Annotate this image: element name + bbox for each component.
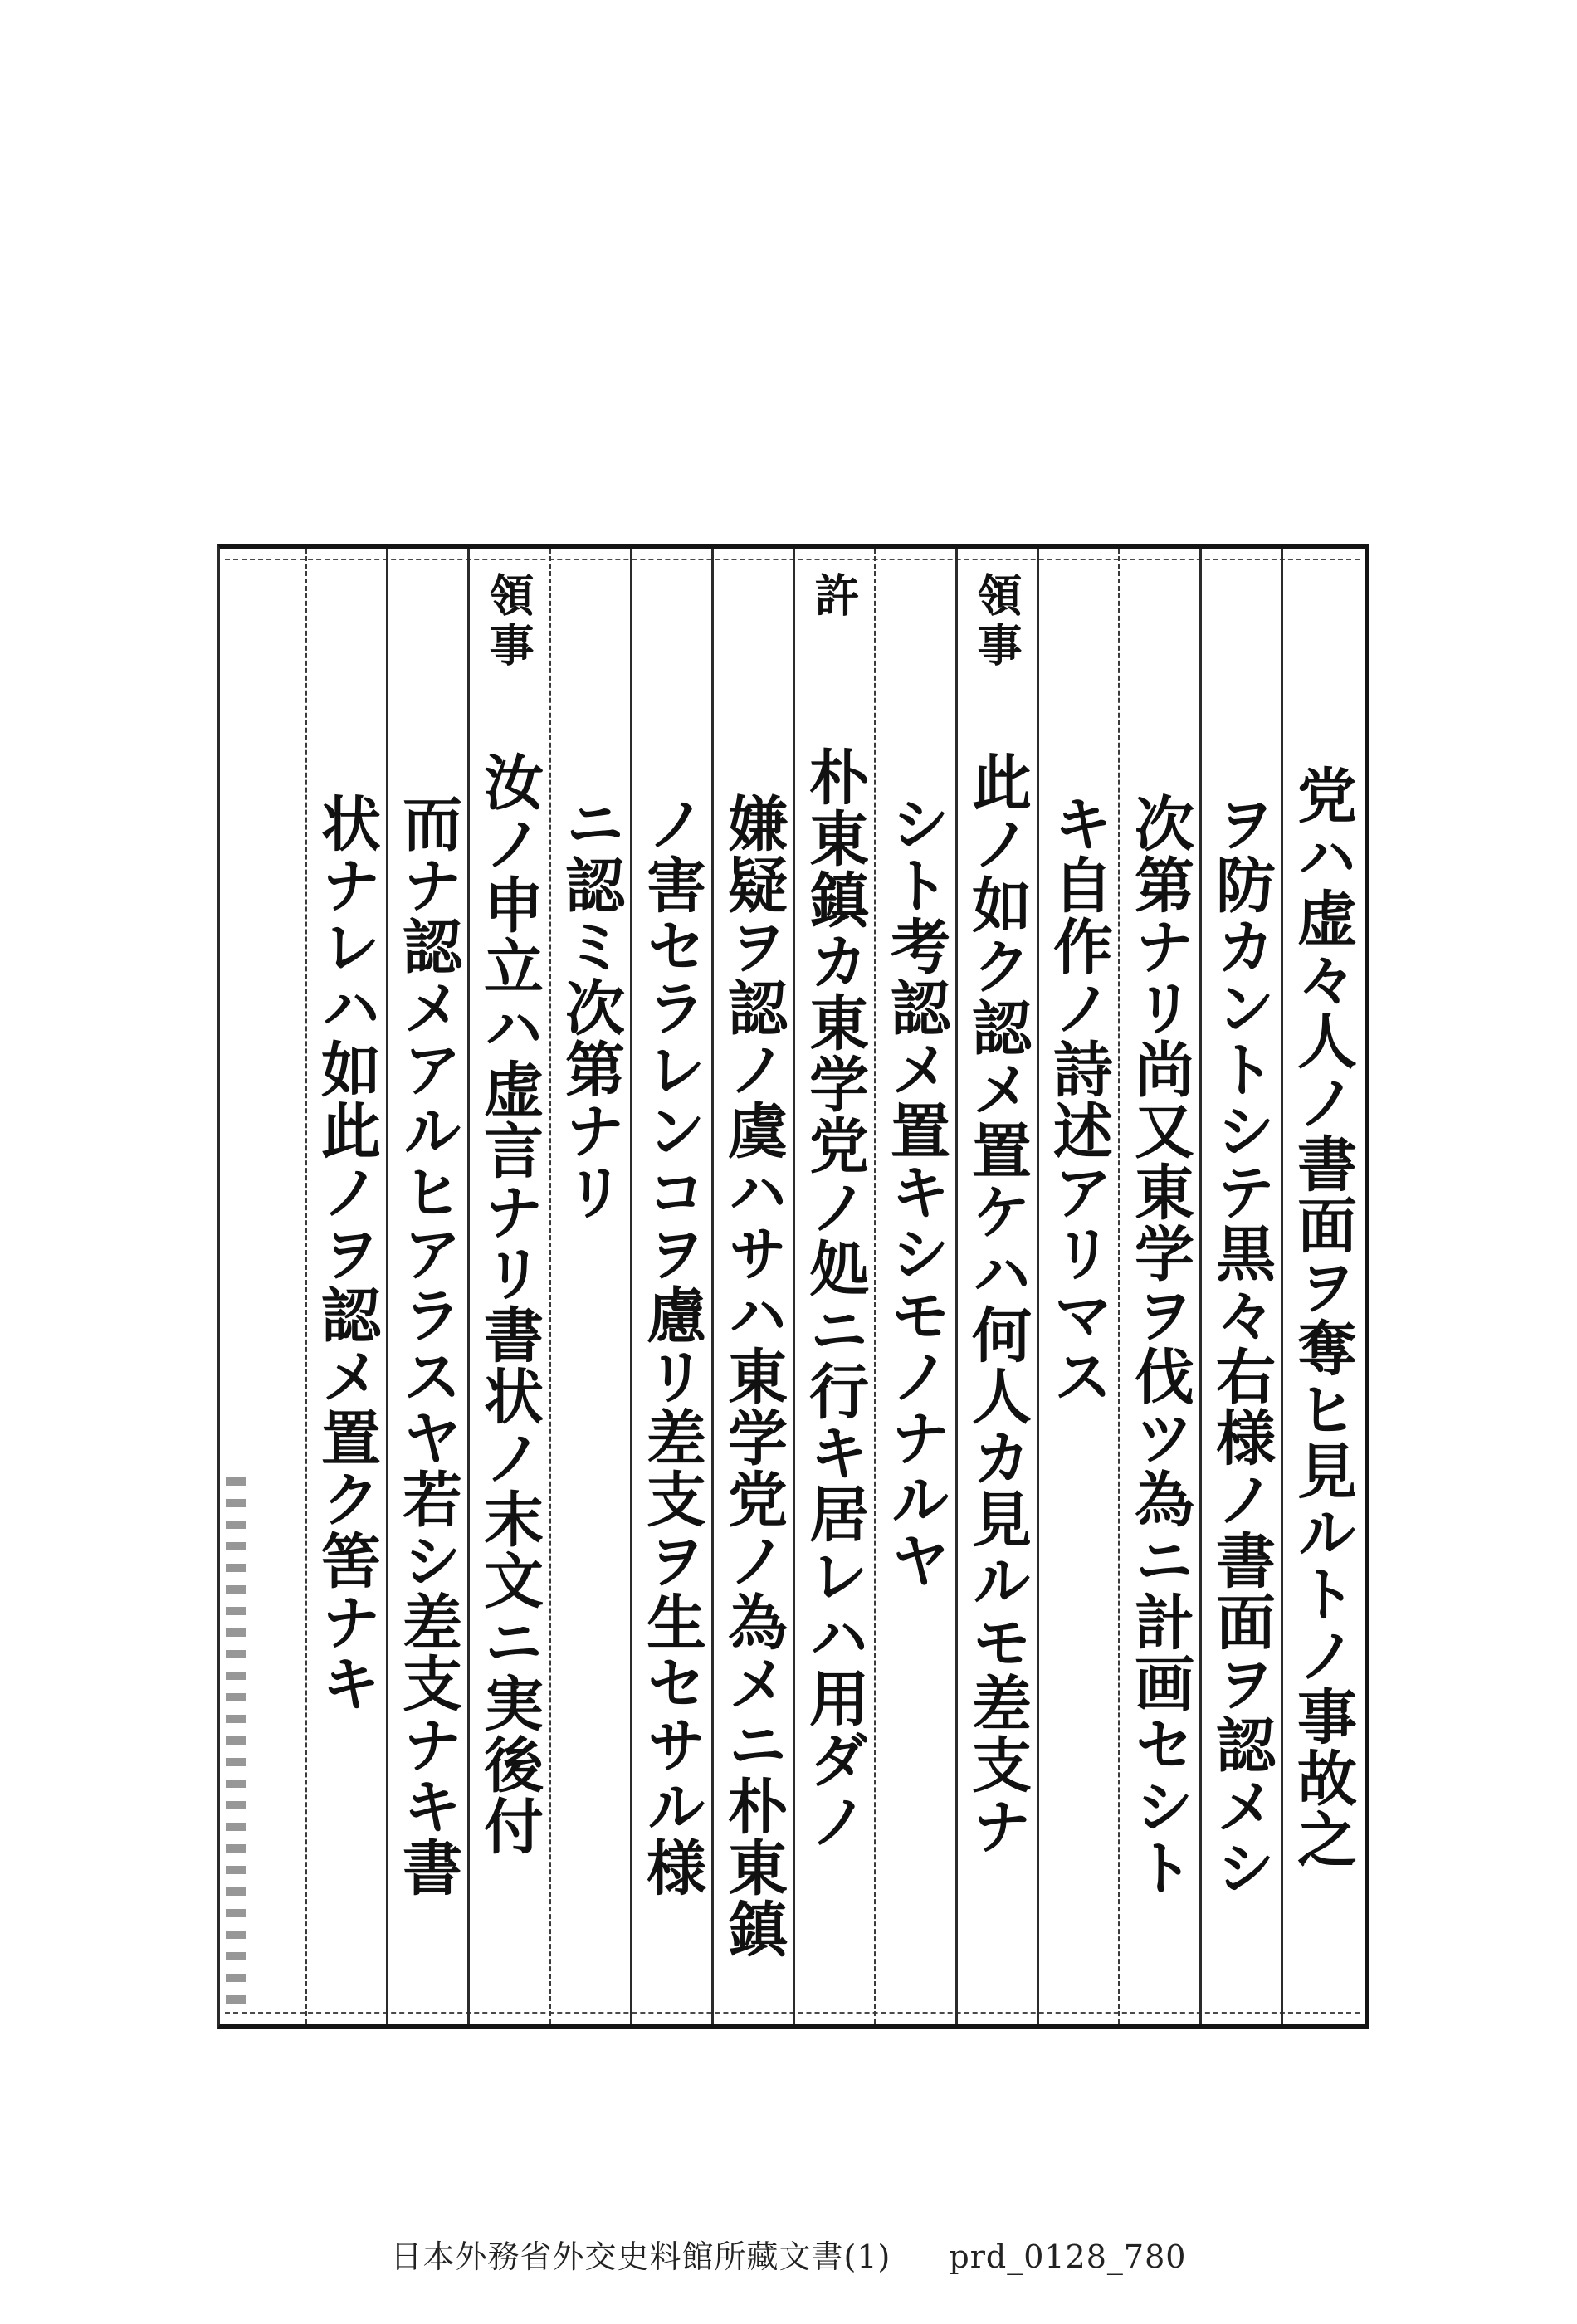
manuscript-line: 状ナレハ如此ノヲ認メ置ク筈ナキ: [311, 793, 382, 1714]
text-column-4: [1038, 549, 1118, 1407]
manuscript-sheet: [217, 544, 1370, 2029]
text-column-7: [794, 549, 874, 1852]
manuscript-line: 此ノ如ク認メ置ケハ何人カ見ルモ差支ナ: [962, 751, 1033, 1857]
text-column-10: [550, 549, 630, 1223]
text-column-1: [1282, 549, 1362, 1870]
text-column-3: [1120, 549, 1199, 1898]
text-column-8: [713, 549, 793, 1960]
binding-edge-marks: [226, 1477, 246, 2009]
text-column-2: [1201, 549, 1281, 1898]
archive-caption: [0, 2231, 1577, 2277]
text-column-6: [876, 549, 955, 1591]
collection-name: 日本外務省外交史料館所藏文書(1): [390, 2239, 891, 2275]
manuscript-line: ニ認ミ次第ナリ: [555, 793, 626, 1223]
manuscript-line: 汝ノ申立ハ虚言ナリ書状ノ末文ニ実後付: [474, 751, 544, 1857]
manuscript-line: ヲ防カントシテ黒々右様ノ書面ヲ認メシ: [1206, 793, 1277, 1898]
manuscript-line: 党ハ虚々人ノ書面ヲ奪ヒ見ルトノ事故之: [1287, 764, 1358, 1870]
page-id: prd_0128_780: [949, 2239, 1187, 2275]
text-column-12: [388, 549, 467, 1898]
speaker-label: 許: [808, 572, 861, 622]
text-column-9: [632, 549, 711, 1898]
manuscript-line: シト考認メ置キシモノナルヤ: [881, 793, 951, 1591]
manuscript-line: キ自作ノ詩述アリマス: [1043, 793, 1114, 1407]
manuscript-line: 朴東鎮カ東学党ノ処ニ行キ居レハ用ダノ: [799, 746, 870, 1852]
speaker-label: 領事: [970, 572, 1023, 671]
speaker-label: 領事: [482, 572, 535, 671]
manuscript-line: 嫌疑ヲ認ノ虞ハサハ東学党ノ為メニ朴東鎮: [718, 793, 788, 1960]
manuscript-line: 次第ナリ尚又東学ヲ伐ツ為ニ計画セシト: [1125, 793, 1195, 1898]
text-column-13: [306, 549, 386, 1714]
text-column-11: [469, 549, 549, 1857]
manuscript-line: ノ害セラレンコヲ慮リ差支ヲ生セサル様: [637, 793, 707, 1898]
manuscript-line: 而ナ認メアルヒアラスヤ若シ差支ナキ書: [393, 793, 463, 1898]
text-column-5: [957, 549, 1037, 1857]
